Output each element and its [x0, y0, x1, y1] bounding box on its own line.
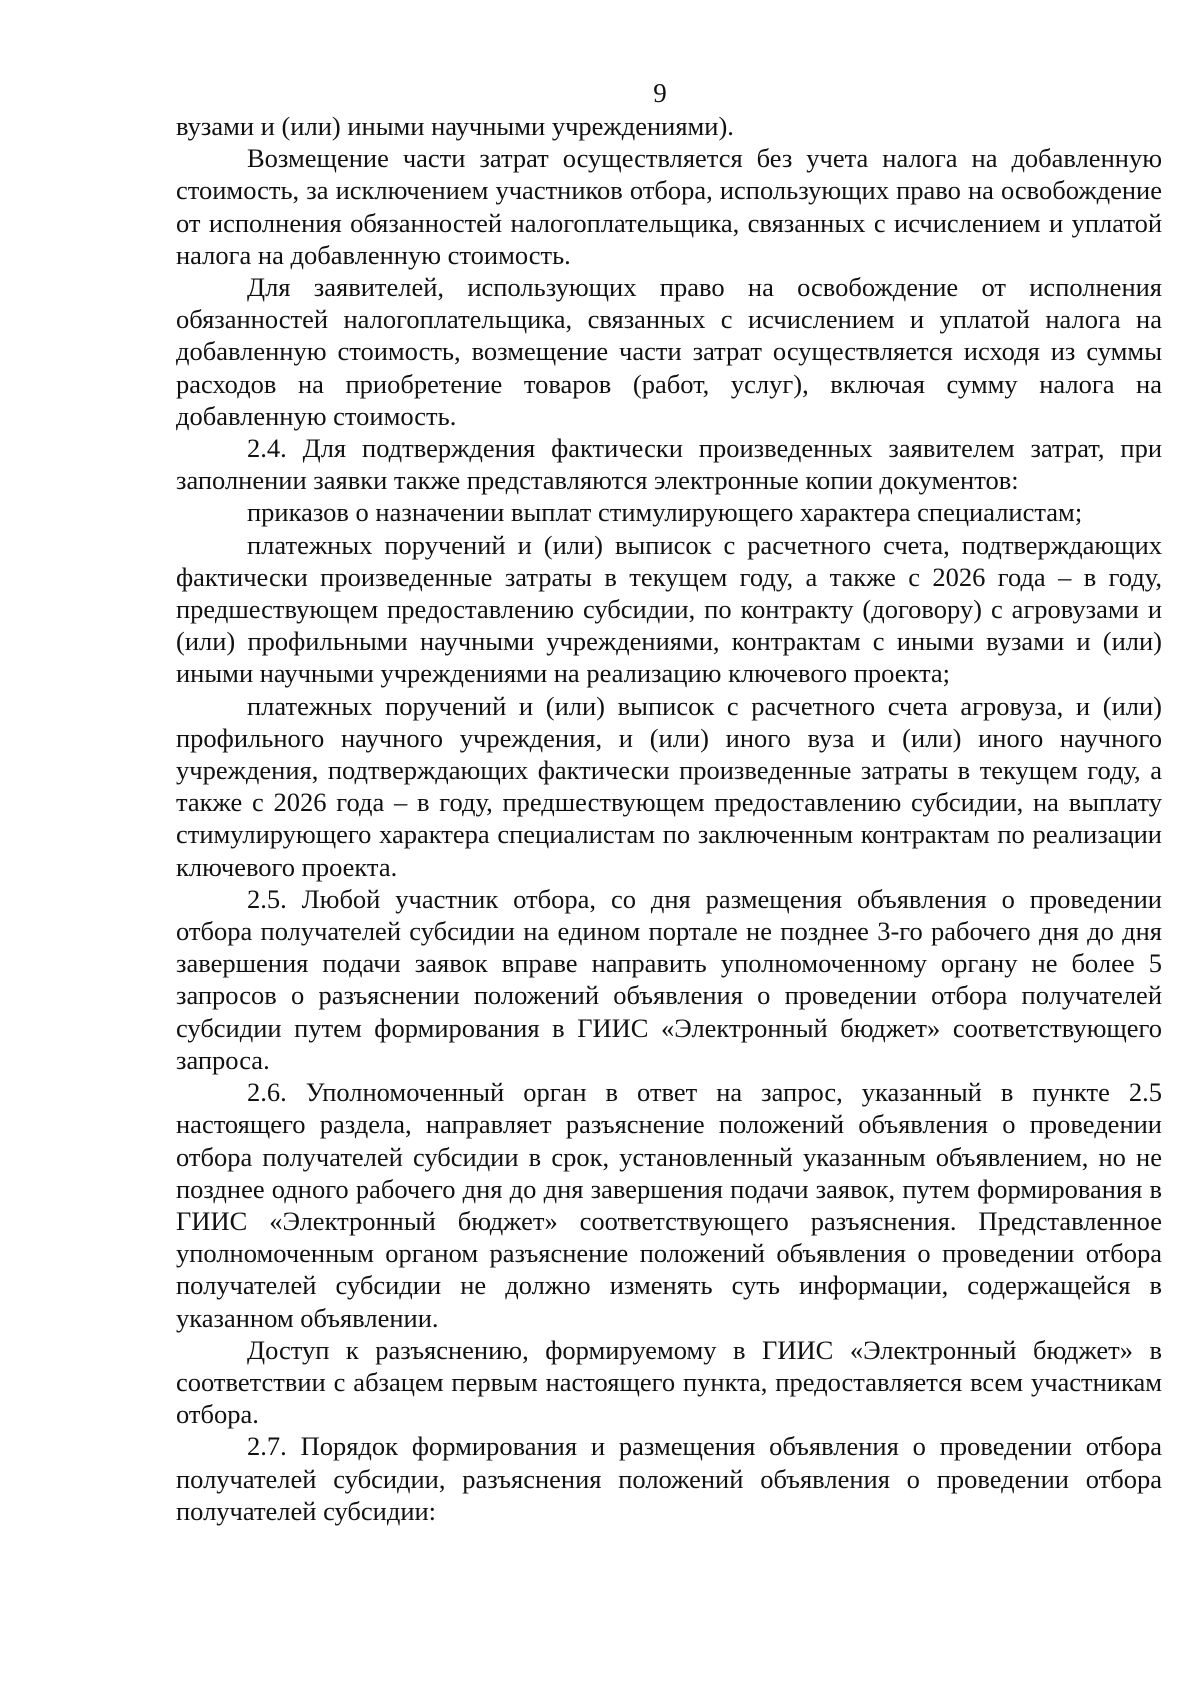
paragraph: платежных поручений и (или) выписок с расчетного счета, подтверждающих фактически произведенные затраты в текущем году, а также с 2026 года – в году, предшествующем предоставлению субсидии, по контракту (договору) с агровузами и (или) профильными научными учреждениями, контрактам с иными вузами и (или) иными научными учреждениями на реализацию ключевого проекта;: [176, 529, 1162, 689]
paragraph: 2.6. Уполномоченный орган в ответ на запрос, указанный в пункте 2.5 настоящего раздела, направляет разъяснение положений объявления о проведении отбора получателей субсидии в срок, установленный указанным объявлением, но не позднее одного рабочего дня до дня завершения подачи заявок, путем формирования в ГИИС «Электронный бюджет» соответствующего разъяснения. Представленное уполномоченным органом разъяснение положений объявления о проведении отбора получателей субсидии не должно изменять суть информации, содержащейся в указанном объявлении.: [176, 1077, 1162, 1333]
paragraph: 2.4. Для подтверждения фактически произведенных заявителем затрат, при заполнении заявки также представляются электронные копии документов:: [176, 433, 1162, 496]
paragraph: приказов о назначении выплат стимулирующего характера специалистам;: [247, 497, 1083, 528]
paragraph: Возмещение части затрат осуществляется без учета налога на добавленную стоимость, за исключением участников отбора, использующих право на освобождение от исполнения обязанностей налогоплательщика, связанных с исчислением и уплатой налога на добавленную стоимость.: [176, 143, 1162, 270]
paragraph: вузами и (или) иными научными учреждениями).: [176, 111, 734, 141]
paragraph: Для заявителей, использующих право на освобождение от исполнения обязанностей налогоплательщика, связанных с исчислением и уплатой налога на добавленную стоимость, возмещение части затрат осуществляется исходя из суммы расходов на приобретение товаров (работ, услуг), включая сумму налога на добавленную стоимость.: [176, 272, 1162, 431]
page-number: 9: [653, 78, 667, 108]
paragraph: 2.7. Порядок формирования и размещения объявления о проведении отбора получателей субсидии, разъяснения положений объявления о проведении отбора получателей субсидии:: [176, 1431, 1162, 1526]
paragraph: 2.5. Любой участник отбора, со дня размещения объявления о проведении отбора получателей субсидии на едином портале не позднее 3-го рабочего дня до дня завершения подачи заявок вправе направить уполномоченному органу не более 5 запросов о разъяснении положений объявления о проведении отбора получателей субсидии путем формирования в ГИИС «Электронный бюджет» соответствующего запроса.: [176, 883, 1162, 1075]
paragraph: платежных поручений и (или) выписок с расчетного счета агровуза, и (или) профильного научного учреждения, и (или) иного вуза и (или) иного научного учреждения, подтверждающих фактически произведенные затраты в текущем году, а также с 2026 года – в году, предшествующем предоставлению субсидии, на выплату стимулирующего характера специалистам по заключенным контрактам по реализации ключевого проекта.: [176, 690, 1162, 882]
paragraph: Доступ к разъяснению, формируемому в ГИИС «Электронный бюджет» в соответствии с абзацем первым настоящего пункта, предоставляется всем участникам отбора.: [176, 1334, 1162, 1430]
document-body: [176, 110, 1162, 1527]
